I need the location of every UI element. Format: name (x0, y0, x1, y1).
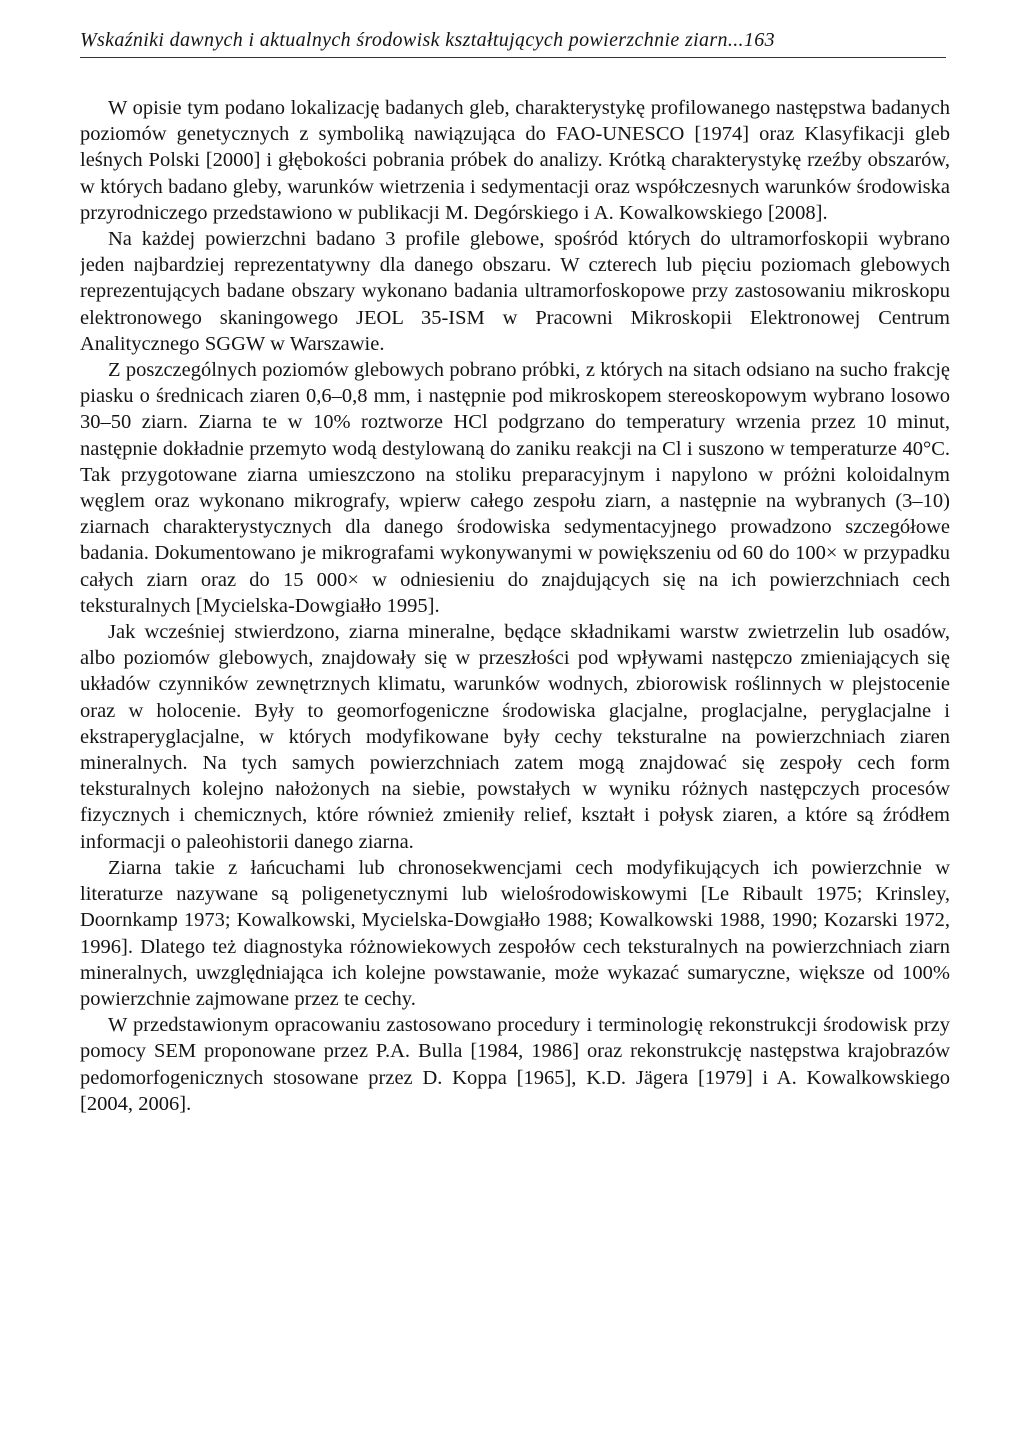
paragraph-mineral-grains-history: Jak wcześniej stwierdzono, ziarna mineralne, będące składnikami warstw zwietrzelin lub osadów, albo poziomów glebowych, znajdowały się w przeszłości pod wpływami następczo zmieniających się układów czynników zewnętrznych klimatu, warunków wodnych, zbiorowisk roślinnych w plejstocenie oraz w holocenie. Były to geomorfogeniczne środowiska glacjalne, proglacjalne, peryglacjalne i ekstraperyglacjalne, w których modyfikowane były cechy teksturalne na powierzchniach ziaren mineralnych. Na tych samych powierzchniach zatem mogą znajdować się zespoły cech form teksturalnych kolejno nałożonych na siebie, powstałych w wyniku różnych następczych procesów fizycznych i chemicznych, które również zmieniły relief, kształt i połysk ziaren, a które są źródłem informacji o paleohistorii danego ziarna. (80, 621, 950, 853)
running-header (80, 26, 946, 54)
paragraph-sample-preparation: Z poszczególnych poziomów glebowych pobrano próbki, z których na sitach odsiano na sucho frakcję piasku o średnicach ziaren 0,6–0,8 mm, i następnie pod mikroskopem stereoskopowym wybrano losowo 30–50 ziarn. Ziarna te w 10% roztworze HCl podgrzano do temperatury wrzenia przez 10 minut, następnie dokładnie przemyto wodą destylowaną do zaniku reakcji na Cl i suszono w temperaturze 40°C. Tak przygotowane ziarna umieszczono na stoliku preparacyjnym i napylono w próżni koloidalnym węglem oraz wykonano mikrografy, wpierw całego zespołu ziarn, a następnie na wybranych (3–10) ziarnach charakterystycznych dla danego środowiska sedymentacyjnego prowadzono szczegółowe badania. Dokumentowano je mikrografami wykonywanymi w powiększeniu od 60 do 100× w przypadku całych ziarn oraz do 15 000× w odniesieniu do znajdujących się na ich powierzchniach cech teksturalnych [Mycielska-Dowgiałło 1995]. (80, 359, 950, 617)
page-number: 163 (743, 29, 775, 51)
running-title: Wskaźniki dawnych i aktualnych środowisk kształtujących powierzchnie ziarn... (80, 29, 744, 51)
paragraph-location-description: W opisie tym podano lokalizację badanych gleb, charakterystykę profilowanego następstwa badanych poziomów genetycznych z symboliką nawiązująca do FAO-UNESCO [1974] oraz Klasyfikacji gleb leśnych Polski [2000] i głębokości pobrania próbek do analizy. Krótką charakterystykę rzeźby obszarów, w których badano gleby, warunków wietrzenia i sedymentacji oraz współczesnych warunków środowiska przyrodniczego przedstawiono w publikacji M. Degórskiego i A. Kowalkowskiego [2008]. (80, 97, 950, 224)
paragraph-polygenetic-grains: Ziarna takie z łańcuchami lub chronosekwencjami cech modyfikujących ich powierzchnie w literaturze nazywane są poligenetycznymi lub wielośrodowiskowymi [Le Ribault 1975; Krinsley, Doornkamp 1973; Kowalkowski, Mycielska-Dowgiałło 1988; Kowalkowski 1988, 1990; Kozarski 1972, 1996]. Dlatego też diagnostyka różnowiekowych zespołów cech teksturalnych na powierzchniach ziarn mineralnych, uwzględniająca ich kolejne powstawanie, może wykazać sumaryczne, większe od 100% powierzchnie zajmowane przez te cechy. (80, 856, 950, 1010)
body-text (80, 95, 950, 1117)
paragraph-soil-profiles: Na każdej powierzchni badano 3 profile glebowe, spośród których do ultramorfoskopii wybrano jeden najbardziej reprezentatywny dla danego obszaru. W czterech lub pięciu poziomach glebowych reprezentujących badane obszary wykonano badania ultramorfoskopowe przy zastosowaniu mikroskopu elektronowego skaningowego JEOL 35-ISM w Pracowni Mikroskopii Elektronowej Centrum Analitycznego SGGW w Warszawie. (80, 228, 950, 355)
paragraph-methodology: W przedstawionym opracowaniu zastosowano procedury i terminologię rekonstrukcji środowisk przy pomocy SEM proponowane przez P.A. Bulla [1984, 1986] oraz rekonstrukcję następstwa krajobrazów pedomorfogenicznych stosowane przez D. Koppa [1965], K.D. Jägera [1979] i A. Kowalkowskiego [2004, 2006]. (80, 1014, 950, 1115)
header-rule (80, 57, 946, 58)
